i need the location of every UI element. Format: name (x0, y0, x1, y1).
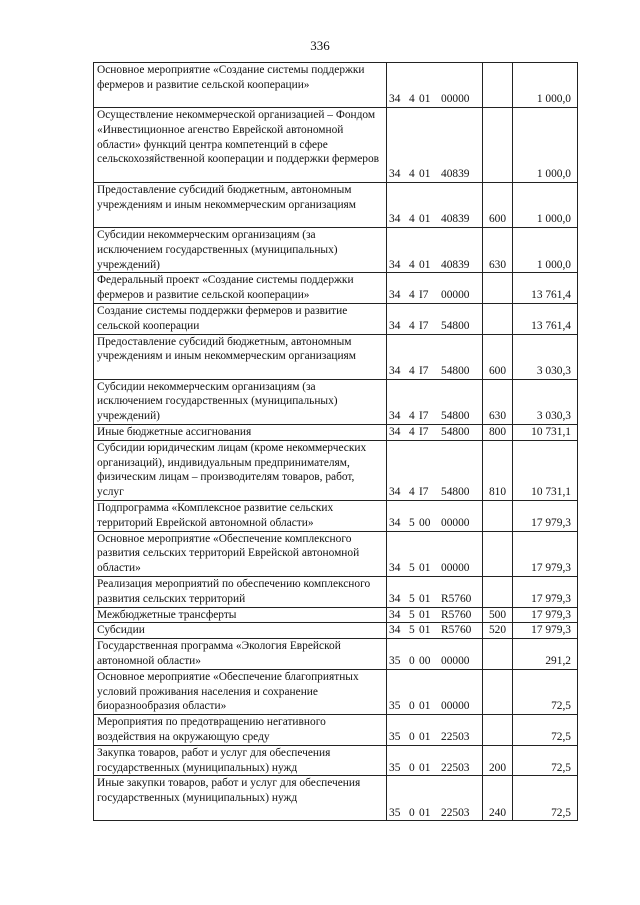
row-sum: 291,2 (513, 639, 578, 670)
code-part-3: I7 (419, 364, 429, 377)
row-code (387, 576, 483, 607)
table-row (94, 623, 578, 639)
row-sum: 17 979,3 (513, 576, 578, 607)
row-name: Мероприятия по предотвращению негативного воздействия на окружающую среду (94, 715, 387, 746)
code-part-3: 01 (419, 761, 431, 774)
table-row (94, 576, 578, 607)
table-row (94, 715, 578, 746)
table-row (94, 379, 578, 424)
code-part-4: 00000 (441, 562, 470, 575)
code-part-2: 4 (409, 410, 415, 423)
table-row (94, 776, 578, 821)
code-part-3: 01 (419, 592, 431, 605)
code-part-2: 4 (409, 258, 415, 271)
code-part-4: 40839 (441, 213, 470, 226)
row-name: Подпрограмма «Комплексное развитие сельских территорий Еврейской автономной области» (94, 500, 387, 531)
code-part-3: I7 (419, 319, 429, 332)
code-part-3: 01 (419, 700, 431, 713)
code-part-4: 40839 (441, 258, 470, 271)
code-part-4: 54800 (441, 364, 470, 377)
code-part-2: 0 (409, 730, 415, 743)
table-row (94, 639, 578, 670)
row-sum: 13 761,4 (513, 273, 578, 304)
row-sum: 10 731,1 (513, 424, 578, 440)
table-row (94, 63, 578, 108)
code-part-3: 01 (419, 624, 431, 637)
row-vr: 600 (483, 183, 513, 228)
row-vr (483, 500, 513, 531)
code-part-4: 00000 (441, 289, 470, 302)
code-part-4: 00000 (441, 516, 470, 529)
row-sum: 17 979,3 (513, 623, 578, 639)
code-part-1: 34 (389, 213, 401, 226)
code-part-1: 34 (389, 608, 401, 621)
row-vr: 600 (483, 334, 513, 379)
code-part-1: 34 (389, 562, 401, 575)
row-sum: 17 979,3 (513, 500, 578, 531)
row-vr (483, 108, 513, 183)
row-vr: 630 (483, 228, 513, 273)
code-part-2: 5 (409, 608, 415, 621)
row-name: Субсидии некоммерческим организациям (за исключением государственных (муниципальных) учреждений) (94, 228, 387, 273)
row-vr: 200 (483, 745, 513, 776)
row-sum: 13 761,4 (513, 303, 578, 334)
table-row (94, 183, 578, 228)
row-vr (483, 273, 513, 304)
code-part-3: I7 (419, 425, 429, 438)
code-part-1: 34 (389, 364, 401, 377)
code-part-2: 5 (409, 624, 415, 637)
row-name: Иные закупки товаров, работ и услуг для обеспечения государственных (муниципальных) нужд (94, 776, 387, 821)
row-code (387, 334, 483, 379)
code-part-2: 5 (409, 562, 415, 575)
code-part-2: 4 (409, 486, 415, 499)
code-part-2: 4 (409, 168, 415, 181)
row-name: Основное мероприятие «Обеспечение комплексного развития сельских территорий Еврейской автономной области» (94, 531, 387, 576)
code-part-4: 00000 (441, 93, 470, 106)
row-name: Предоставление субсидий бюджетным, автономным учреждениям и иным некоммерческим организациям (94, 334, 387, 379)
code-part-3: 01 (419, 730, 431, 743)
code-part-1: 35 (389, 700, 401, 713)
code-part-4: 00000 (441, 700, 470, 713)
code-part-1: 34 (389, 410, 401, 423)
code-part-2: 4 (409, 213, 415, 226)
table-row (94, 424, 578, 440)
table-row (94, 303, 578, 334)
row-name: Федеральный проект «Создание системы поддержки фермеров и развитие сельской кооперации» (94, 273, 387, 304)
table-row (94, 607, 578, 623)
code-part-4: 54800 (441, 319, 470, 332)
row-code (387, 745, 483, 776)
row-vr: 520 (483, 623, 513, 639)
row-name: Субсидии некоммерческим организациям (за исключением государственных (муниципальных) учреждений) (94, 379, 387, 424)
row-sum: 1 000,0 (513, 108, 578, 183)
table-row (94, 669, 578, 714)
row-sum: 3 030,3 (513, 334, 578, 379)
row-sum: 72,5 (513, 776, 578, 821)
table-row (94, 228, 578, 273)
row-vr (483, 715, 513, 746)
code-part-3: 01 (419, 562, 431, 575)
row-code (387, 108, 483, 183)
row-vr (483, 63, 513, 108)
row-name: Закупка товаров, работ и услуг для обеспечения государственных (муниципальных) нужд (94, 745, 387, 776)
code-part-3: 01 (419, 806, 431, 819)
row-sum: 10 731,1 (513, 440, 578, 500)
row-sum: 1 000,0 (513, 183, 578, 228)
row-code (387, 303, 483, 334)
code-part-3: 01 (419, 608, 431, 621)
row-vr (483, 576, 513, 607)
row-vr: 240 (483, 776, 513, 821)
code-part-1: 34 (389, 93, 401, 106)
code-part-2: 4 (409, 289, 415, 302)
row-code (387, 623, 483, 639)
code-part-2: 4 (409, 425, 415, 438)
code-part-3: 01 (419, 93, 431, 106)
page-number: 336 (310, 38, 330, 53)
table-row (94, 273, 578, 304)
row-code (387, 379, 483, 424)
row-code (387, 669, 483, 714)
row-code (387, 500, 483, 531)
row-name: Основное мероприятие «Создание системы поддержки фермеров и развитие сельской кооперации» (94, 63, 387, 108)
row-name: Реализация мероприятий по обеспечению комплексного развития сельских территорий (94, 576, 387, 607)
table-row (94, 334, 578, 379)
code-part-4: R5760 (441, 624, 472, 637)
code-part-1: 34 (389, 258, 401, 271)
code-part-3: I7 (419, 486, 429, 499)
code-part-3: 01 (419, 258, 431, 271)
code-part-2: 0 (409, 761, 415, 774)
table-row (94, 531, 578, 576)
table-row (94, 440, 578, 500)
code-part-1: 34 (389, 289, 401, 302)
table-row (94, 108, 578, 183)
code-part-4: 54800 (441, 410, 470, 423)
code-part-1: 34 (389, 516, 401, 529)
code-part-2: 4 (409, 319, 415, 332)
row-sum: 72,5 (513, 715, 578, 746)
row-vr (483, 639, 513, 670)
row-code (387, 273, 483, 304)
code-part-1: 35 (389, 761, 401, 774)
code-part-1: 35 (389, 730, 401, 743)
code-part-1: 35 (389, 654, 401, 667)
row-sum: 72,5 (513, 669, 578, 714)
row-vr (483, 303, 513, 334)
budget-table (93, 62, 578, 821)
table-row (94, 500, 578, 531)
code-part-4: 54800 (441, 425, 470, 438)
row-code (387, 531, 483, 576)
code-part-3: 00 (419, 516, 431, 529)
code-part-1: 34 (389, 624, 401, 637)
row-sum: 72,5 (513, 745, 578, 776)
code-part-4: 54800 (441, 486, 470, 499)
code-part-3: 00 (419, 654, 431, 667)
row-name: Основное мероприятие «Обеспечение благоприятных условий проживания населения и сохранение биоразнообразия области» (94, 669, 387, 714)
row-name: Субсидии юридическим лицам (кроме некоммерческих организаций), индивидуальным предпринимателям, физическим лицам – производителям товаров, работ, услуг (94, 440, 387, 500)
code-part-4: R5760 (441, 608, 472, 621)
row-name: Государственная программа «Экология Еврейской автономной области» (94, 639, 387, 670)
code-part-2: 5 (409, 592, 415, 605)
row-code (387, 183, 483, 228)
row-vr: 500 (483, 607, 513, 623)
row-code (387, 776, 483, 821)
row-sum: 17 979,3 (513, 607, 578, 623)
row-vr: 800 (483, 424, 513, 440)
row-vr (483, 669, 513, 714)
code-part-3: 01 (419, 213, 431, 226)
code-part-4: 00000 (441, 654, 470, 667)
code-part-4: R5760 (441, 592, 472, 605)
row-name: Иные бюджетные ассигнования (94, 424, 387, 440)
code-part-4: 22503 (441, 806, 470, 819)
code-part-4: 40839 (441, 168, 470, 181)
budget-table-body (94, 63, 578, 821)
row-code (387, 63, 483, 108)
row-vr: 810 (483, 440, 513, 500)
code-part-2: 0 (409, 654, 415, 667)
row-code (387, 715, 483, 746)
code-part-2: 0 (409, 806, 415, 819)
code-part-1: 34 (389, 592, 401, 605)
code-part-1: 34 (389, 168, 401, 181)
row-code (387, 639, 483, 670)
code-part-2: 4 (409, 93, 415, 106)
code-part-1: 34 (389, 486, 401, 499)
code-part-1: 35 (389, 806, 401, 819)
row-code (387, 228, 483, 273)
code-part-3: 01 (419, 168, 431, 181)
code-part-2: 0 (409, 700, 415, 713)
row-name: Предоставление субсидий бюджетным, автономным учреждениям и иным некоммерческим организациям (94, 183, 387, 228)
code-part-3: I7 (419, 289, 429, 302)
code-part-2: 4 (409, 364, 415, 377)
table-row (94, 745, 578, 776)
row-name: Осуществление некоммерческой организацией – Фондом «Инвестиционное агенство Еврейской автономной области» функций центра компетенций в сфере сельскохозяйственной кооперации и поддержки фермеров (94, 108, 387, 183)
row-vr: 630 (483, 379, 513, 424)
row-sum: 1 000,0 (513, 63, 578, 108)
row-code (387, 440, 483, 500)
row-name: Субсидии (94, 623, 387, 639)
code-part-3: I7 (419, 410, 429, 423)
row-code (387, 424, 483, 440)
row-name: Межбюджетные трансферты (94, 607, 387, 623)
code-part-1: 34 (389, 319, 401, 332)
row-sum: 1 000,0 (513, 228, 578, 273)
row-name: Создание системы поддержки фермеров и развитие сельской кооперации (94, 303, 387, 334)
row-sum: 17 979,3 (513, 531, 578, 576)
row-sum: 3 030,3 (513, 379, 578, 424)
row-code (387, 607, 483, 623)
code-part-4: 22503 (441, 761, 470, 774)
code-part-4: 22503 (441, 730, 470, 743)
row-vr (483, 531, 513, 576)
code-part-1: 34 (389, 425, 401, 438)
code-part-2: 5 (409, 516, 415, 529)
